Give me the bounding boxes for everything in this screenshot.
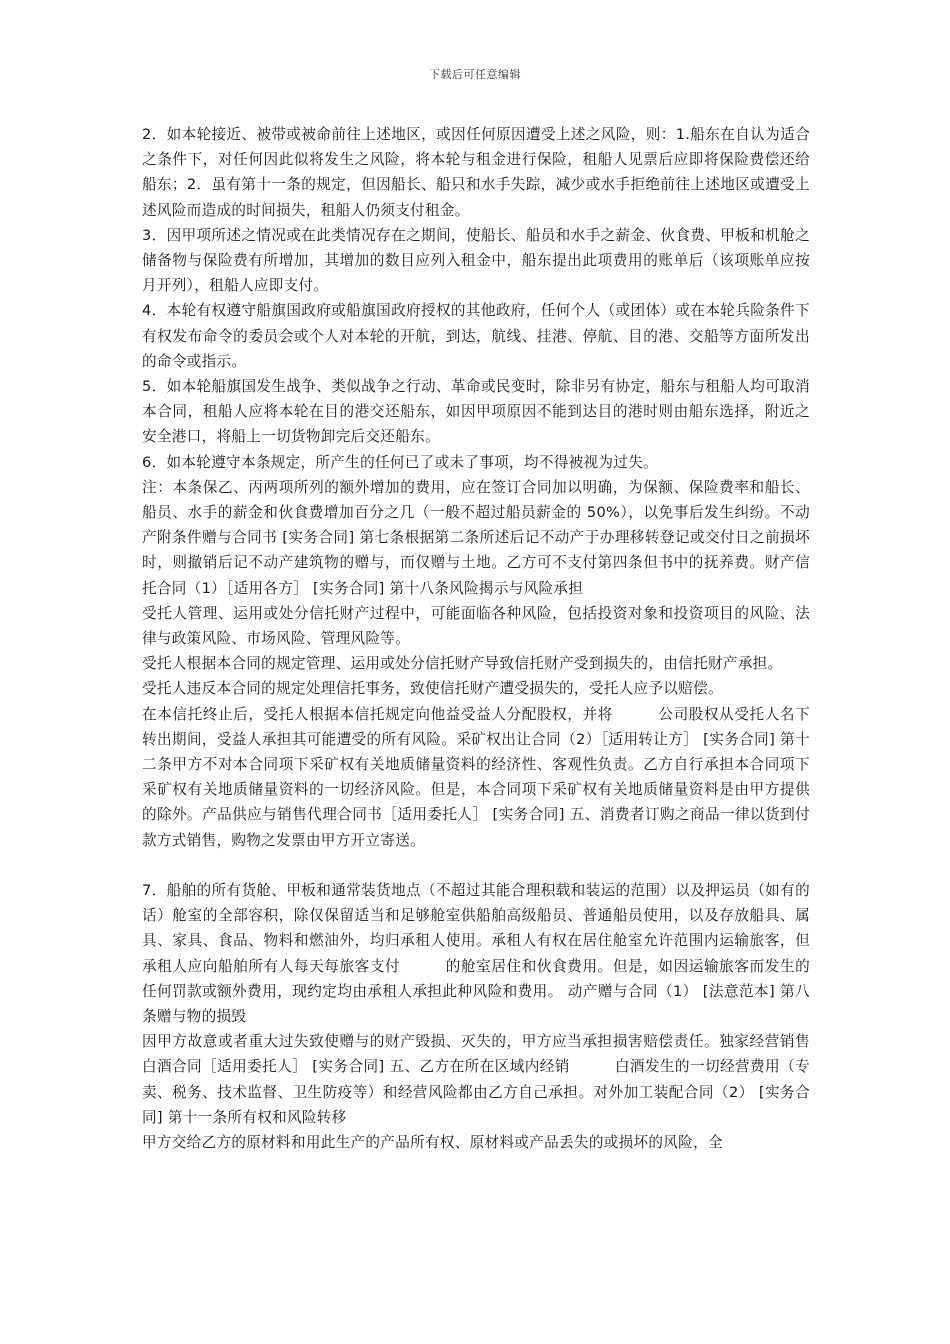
- document-body: [142, 122, 810, 1155]
- paragraph: 4．本轮有权遵守船旗国政府或船旗国政府授权的其他政府，任何个人（或团体）或在本轮兵险条件下有权发布命令的委员会或个人对本轮的开航，到达，航线、挂港、停航、目的港、交船等方面所发出的命令或指示。: [142, 302, 810, 370]
- blank-line: [142, 853, 810, 878]
- paragraph: 受托人根据本合同的规定管理、运用或处分信托财产导致信托财产受到损失的，由信托财产承担。: [142, 655, 783, 673]
- paragraph: 受托人违反本合同的规定处理信托事务，致使信托财产遭受损失的，受托人应予以赔偿。: [142, 680, 723, 698]
- paragraph: 受托人管理、运用或处分信托财产过程中，可能面临各种风险，包括投资对象和投资项目的风险、法律与政策风险、市场风险、管理风险等。: [142, 604, 810, 648]
- paragraph: 3．因甲项所述之情况或在此类情况存在之期间，使船长、船员和水手之薪金、伙食费、甲板和机舱之储备物与保险费有所增加，其增加的数目应列入租金中，船东提出此项费用的账单后（该项账单应按月开列），租船人应即支付。: [142, 226, 810, 295]
- paragraph: 在本信托终止后，受托人根据本信托规定向他益受益人分配股权，并将 公司股权从受托人名下转出期间，受益人承担其可能遭受的所有风险。采矿权出让合同（2）［适用转让方］ [实务合同] 第十二条甲方不对本合同项下采矿权有关地质储量资料的经济性、客观性负责。乙方自行承担本合同项下采矿权有关地质储量资料的一切经济风险。但是，本合同项下采矿权有关地质储量资料是由甲方提供的除外。产品供应与销售代理合同书［适用委托人］ [实务合同] 五、消费者订购之商品一律以货到付款方式销售，购物之发票由甲方开立寄送。: [142, 705, 810, 849]
- paragraph: 甲方交给乙方的原材料和用此生产的产品所有权、原材料或产品丢失的或损坏的风险，全: [142, 1133, 723, 1151]
- paragraph: 因甲方故意或者重大过失致使赠与的财产毁损、灭失的，甲方应当承担损害赔偿责任。独家经营销售白酒合同［适用委托人］ [实务合同] 五、乙方在所在区域内经销 白酒发生的一切经营费用（专卖、税务、技术监督、卫生防疫等）和经营风险都由乙方自己承担。对外加工装配合同（2） [实务合同] 第十一条所有权和风险转移: [142, 1033, 810, 1126]
- paragraph: 注：本条保乙、丙两项所列的额外增加的费用，应在签订合同加以明确，为保额、保险费率和船长、船员、水手的薪金和伙食费增加百分之几（一般不超过船员薪金的 50%），以免事后发生纠纷。不动产附条件赠与合同书 [实务合同] 第七条根据第二条所述后记不动产于办理移转登记或交付日之前损坏时，则撤销后记不动产建筑物的赠与，而仅赠与土地。乙方可不支付第四条但书中的抚养费。财产信托合同（1）［适用各方］ [实务合同] 第十八条风险揭示与风险承担: [142, 478, 810, 597]
- paragraph: 7．船舶的所有货舱、甲板和通常装货地点（不超过其能合理积载和装运的范围）以及押运员（如有的话）舱室的全部容积，除仅保留适当和足够舱室供船舶高级船员、普通船员使用，以及存放船具、属具、家具、食品、物料和燃油外，均归承租人使用。承租人有权在居住舱室允许范围内运输旅客，但承租人应向船舶所有人每天每旅客支付 的舱室居住和伙食费用。但是，如因运输旅客而发生的任何罚款或额外费用，现约定均由承租人承担此种风险和费用。 动产赠与合同（1） [法意范本] 第八条赠与物的损毁: [142, 881, 810, 1025]
- paragraph: 6．如本轮遵守本条规定，所产生的任何已了或未了事项，均不得被视为过失。: [142, 453, 658, 471]
- paragraph: 5．如本轮船旗国发生战争、类似战争之行动、革命或民变时，除非另有协定，船东与租船人均可取消本合同，租船人应将本轮在目的港交还船东，如因甲项原因不能到达目的港时则由船东选择，附近之安全港口，将船上一切货物卸完后交还船东。: [142, 378, 810, 446]
- paragraph: 2．如本轮接近、被带或被命前往上述地区，或因任何原因遭受上述之风险，则：1.船东在自认为适合之条件下，对任何因此似将发生之风险，将本轮与租金进行保险，租船人见票后应即将保险费偿还给船东；2．虽有第十一条的规定，但因船长、船只和水手失踪，减少或水手拒绝前往上述地区或遭受上述风险而造成的时间损失，租船人仍须支付租金。: [142, 126, 810, 219]
- page-header: 下载后可任意编辑: [429, 68, 521, 81]
